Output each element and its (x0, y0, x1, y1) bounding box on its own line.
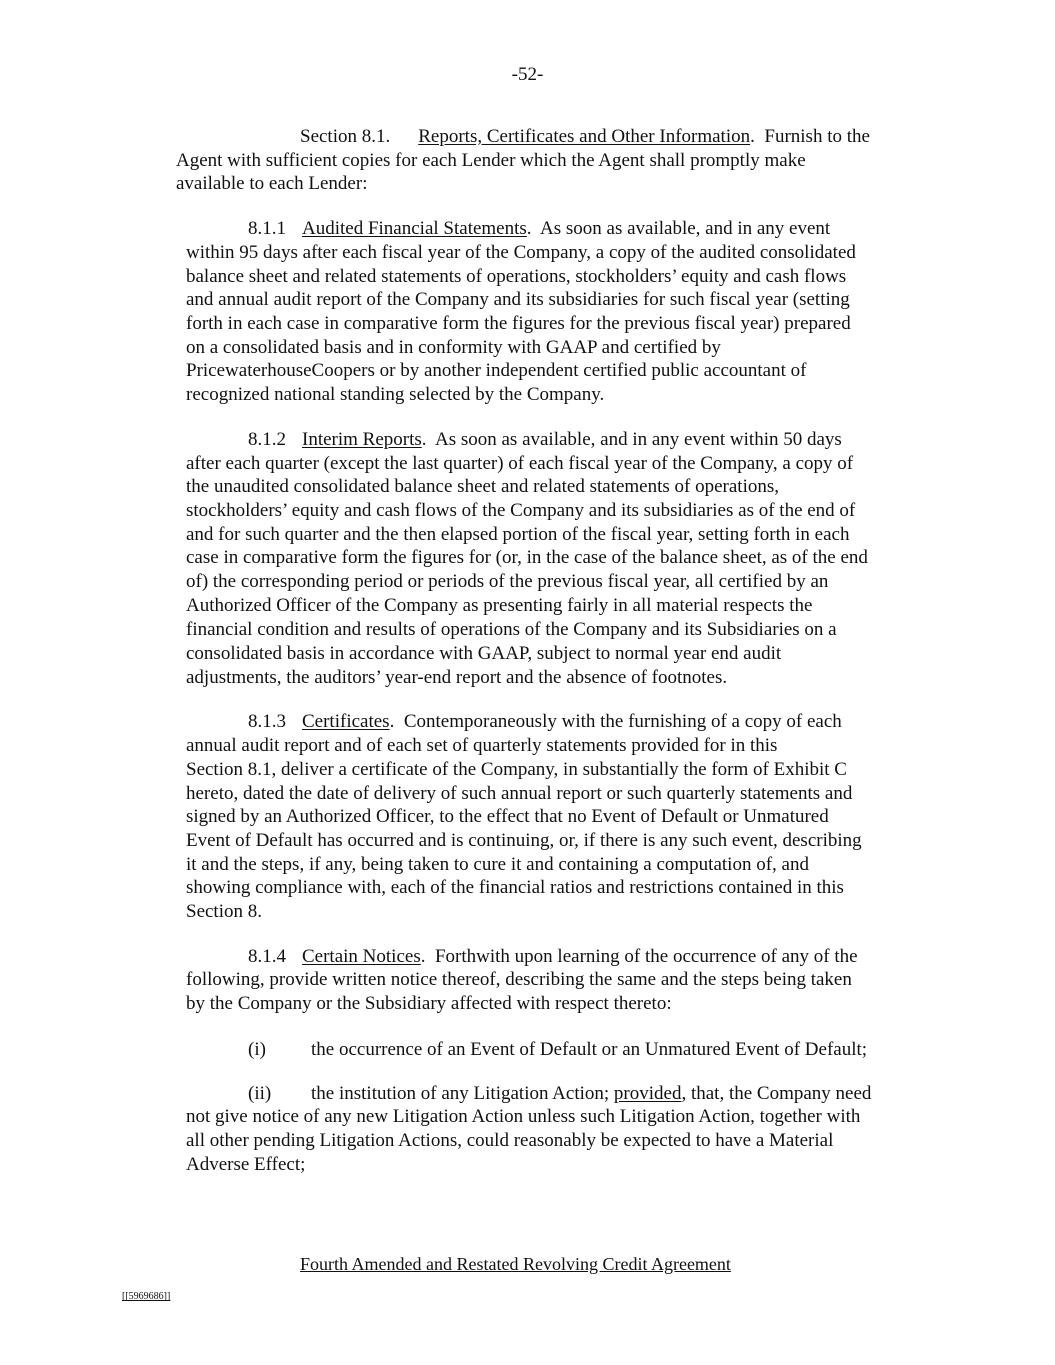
text-line: consolidated basis in accordance with GAAP, subject to normal year end audit (186, 643, 782, 664)
page-number: -52- (511, 64, 544, 85)
document-id: [[5969686]] (122, 1291, 171, 1302)
text-line: hereto, dated the date of delivery of such annual report or such quarterly statements and (186, 783, 853, 804)
paragraph-lead-line: 8.1.1 Audited Financial Statements. As soon as available, and in any event (248, 218, 831, 239)
text-line: the unaudited consolidated balance sheet and related statements of operations, (186, 476, 780, 497)
text-line: and for such quarter and the then elapsed portion of the fiscal year, setting forth in each (186, 524, 850, 545)
paragraph-number: 8.1.4 (248, 946, 286, 967)
provided-term: provided (613, 1083, 682, 1104)
paragraph-lead-line: 8.1.2 Interim Reports. As soon as available, and in any event within 50 days (248, 429, 842, 450)
paragraph-heading: Certificates (302, 711, 390, 732)
text-line: signed by an Authorized Officer, to the effect that no Event of Default or Unmatured (186, 806, 829, 827)
text-line: within 95 days after each fiscal year of the Company, a copy of the audited consolidated (186, 242, 856, 263)
text-line: all other pending Litigation Actions, could reasonably be expected to have a Material (186, 1130, 834, 1151)
item-lead-line: the institution of any Litigation Action; provided, that, the Company need (311, 1083, 872, 1104)
item-text: the occurrence of an Event of Default or an Unmatured Event of Default; (311, 1039, 868, 1060)
text-line: PricewaterhouseCoopers or by another independent certified public accountant of (186, 360, 807, 381)
text-line: financial condition and results of operations of the Company and its Subsidiaries on a (186, 619, 837, 640)
text-line: Authorized Officer of the Company as presenting fairly in all material respects the (186, 595, 813, 616)
paragraph-lead-line: 8.1.3 Certificates. Contemporaneously with the furnishing of a copy of each (248, 711, 842, 732)
text-line: Event of Default has occurred and is continuing, or, if there is any such event, describing (186, 830, 862, 851)
text-line: by the Company or the Subsidiary affected with respect thereto: (186, 993, 672, 1014)
text-line: on a consolidated basis and in conformity with GAAP and certified by (186, 337, 721, 358)
paragraph-number: 8.1.2 (248, 429, 286, 450)
paragraph-number: 8.1.1 (248, 218, 286, 239)
text-line: and annual audit report of the Company and its subsidiaries for such fiscal year (setting (186, 289, 850, 310)
paragraph-lead-line: 8.1.4 Certain Notices. Forthwith upon learning of the occurrence of any of the (248, 946, 858, 967)
item-marker: (i) (248, 1039, 266, 1060)
text-line: after each quarter (except the last quarter) of each fiscal year of the Company, a copy of (186, 453, 854, 474)
text-line: it and the steps, if any, being taken to cure it and containing a computation of, and (186, 854, 809, 875)
item-marker: (ii) (248, 1083, 272, 1104)
paragraph-heading: Certain Notices (302, 946, 421, 967)
paragraph-heading: Interim Reports (302, 429, 422, 450)
text-line: case in comparative form the figures for (or, in the case of the balance sheet, as of the end (186, 547, 868, 568)
text-line: Section 8.1, deliver a certificate of the Company, in substantially the form of Exhibit C (186, 759, 847, 780)
text-line: available to each Lender: (176, 173, 368, 194)
text-line: Agent with sufficient copies for each Lender which the Agent shall promptly make (176, 150, 806, 171)
text-line: not give notice of any new Litigation Action unless such Litigation Action, together with (186, 1106, 861, 1127)
text-line: annual audit report and of each set of quarterly statements provided for in this (186, 735, 778, 756)
text-line: forth in each case in comparative form the figures for the previous fiscal year) prepared (186, 313, 851, 334)
text-line: stockholders’ equity and cash flows of the Company and its subsidiaries as of the end of (186, 500, 856, 521)
section-label: Section 8.1. (300, 126, 391, 147)
paragraph-heading: Audited Financial Statements (302, 218, 527, 239)
text-line: of) the corresponding period or periods of the previous fiscal year, all certified by an (186, 571, 829, 592)
section-lead-line: Section 8.1. Reports, Certificates and Other Information. Furnish to the (300, 126, 870, 147)
text-line: balance sheet and related statements of operations, stockholders’ equity and cash flows (186, 266, 847, 287)
text-line: showing compliance with, each of the financial ratios and restrictions contained in this (186, 877, 844, 898)
text-line: Adverse Effect; (186, 1154, 306, 1175)
section-heading: Reports, Certificates and Other Information (418, 126, 751, 147)
footer-agreement-title: Fourth Amended and Restated Revolving Credit Agreement (300, 1254, 731, 1274)
text-line: adjustments, the auditors’ year-end report and the absence of footnotes. (186, 667, 728, 688)
text-line: recognized national standing selected by the Company. (186, 384, 605, 405)
paragraph-number: 8.1.3 (248, 711, 286, 732)
text-line: following, provide written notice thereof, describing the same and the steps being taken (186, 969, 852, 990)
text-line: Section 8. (186, 901, 262, 922)
